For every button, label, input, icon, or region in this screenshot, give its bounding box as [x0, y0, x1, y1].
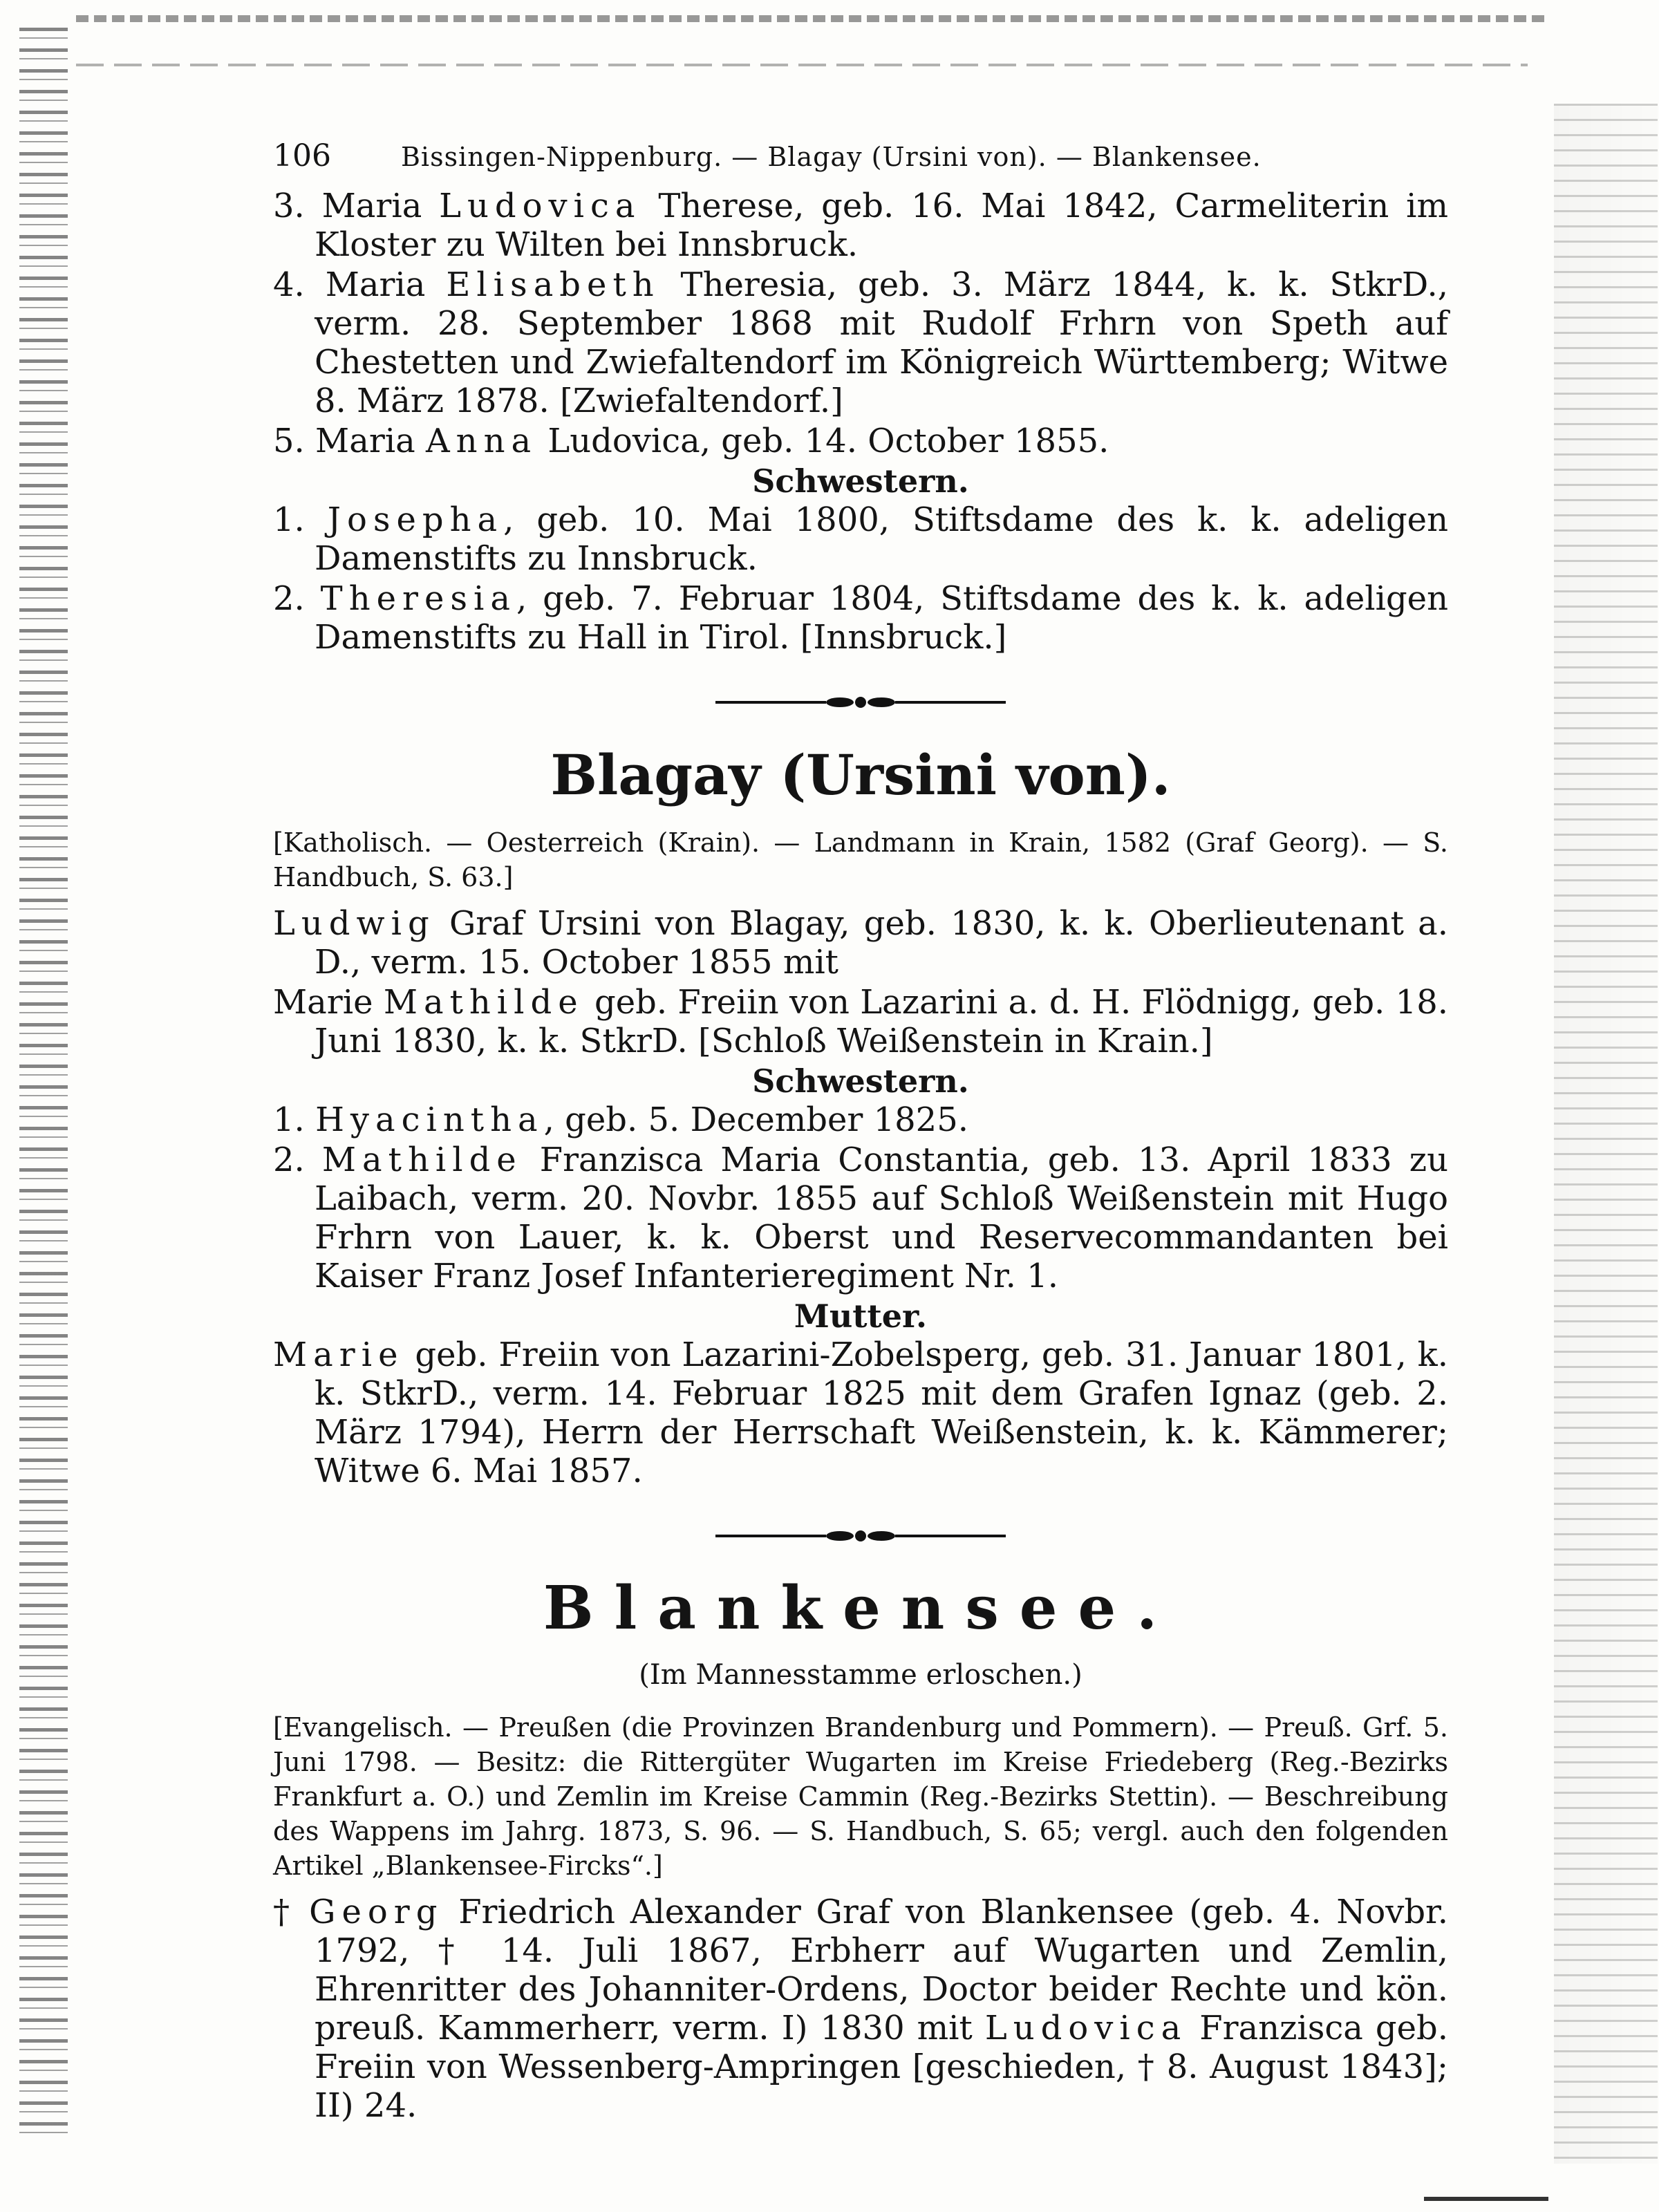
entry-mathilde: 2. Mathilde Franzisca Maria Constantia, geb. 13. April 1833 zu Laibach, verm. 20. Novbr. 1855 auf Schloß Weißenstein mit Hugo Frhrn von Lauer, k. k. Oberst und Reservecommandanten bei Kaiser Franz Josef Infanterieregiment Nr. 1. — [273, 1141, 1448, 1295]
entry-theresia: 2. Theresia, geb. 7. Februar 1804, Stiftsdame des k. k. adeligen Damenstifts zu Hall in Tirol. [Innsbruck.] — [273, 579, 1448, 657]
mother-heading: Mutter. — [794, 1297, 928, 1335]
blagay-sisters-heading: Schwestern. — [752, 1062, 969, 1100]
adjacent-page-bleed — [1554, 104, 1658, 2164]
entry-josepha: 1. Josepha, geb. 10. Mai 1800, Stiftsdame des k. k. adeligen Damenstifts zu Innsbruck. — [273, 500, 1448, 578]
blagay-info: [Katholisch. — Oesterreich (Krain). — Landmann in Krain, 1582 (Graf Georg). — S. Handbuch, S. 63.] — [273, 827, 1448, 892]
divider-ornament — [715, 688, 1006, 716]
entry-georg-friedrich: † Georg Friedrich Alexander Graf von Blankensee (geb. 4. Novbr. 1792, † 14. Juli 1867, Erbherr auf Wugarten und Zemlin, Ehrenritter des Johanniter-Ordens, Doctor beider Rechte und kön. preuß. Kammerherr, verm. I) 1830 mit Ludovica Franzisca geb. Freiin von Wessenberg-Ampringen [geschieden, † 8. August 1843]; II) 24. — [273, 1893, 1449, 2125]
entry-mother-marie: Marie geb. Freiin von Lazarini-Zobelsperg, geb. 31. Januar 1801, k. k. StkrD., verm. 14. Februar 1825 mit dem Grafen Ignaz (geb. 2. März 1794), Herrn der Herrschaft Weißenstein, k. k. Kämmerer; Witwe 6. Mai 1857. — [273, 1335, 1448, 1490]
blankensee-info: [Evangelisch. — Preußen (die Provinzen Brandenburg und Pommern). — Preuß. Grf. 5. Juni 1798. — Besitz: die Rittergüter Wugarten im Kreise Friedeberg (Reg.-Bezirks Frankfurt a. O.) und Zemlin im Kreise Cammin (Reg.-Bezirks Stettin). — Beschreibung des Wappens im Jahrg. 1873, S. 96. — S. Handbuch, S. 65; vergl. auch den folgenden Artikel „Blankensee-Fircks“.] — [273, 1712, 1448, 1881]
scan-binding-edge — [19, 28, 68, 2143]
entry-marie-mathilde: Marie Mathilde geb. Freiin von Lazarini a. d. H. Flödnigg, geb. 18. Juni 1830, k. k. StkrD. [Schloß Weißenstein in Krain.] — [273, 983, 1448, 1060]
page-number: 106 — [273, 138, 331, 174]
sisters-heading: Schwestern. — [752, 462, 969, 500]
running-title: Bissingen-Nippenburg. — Blagay (Ursini von). — Blankensee. — [401, 142, 1262, 172]
blankensee-subtitle: (Im Mannesstamme erloschen.) — [639, 1659, 1082, 1691]
entry-ludwig: Ludwig Graf Ursini von Blagay, geb. 1830, k. k. Oberlieutenant a. D., verm. 15. October 1855 mit — [273, 904, 1448, 982]
entry-hyacintha: 1. Hyacintha, geb. 5. December 1825. — [273, 1100, 969, 1139]
blagay-title: Blagay (Ursini von). — [550, 742, 1171, 807]
page-header — [273, 138, 1448, 187]
entry-maria-ludovica: 3. Maria Ludovica Therese, geb. 16. Mai 1842, Carmeliterin im Kloster zu Wilten bei Innsbruck. — [273, 187, 1448, 264]
scan-top-edge — [76, 15, 1548, 22]
entry-maria-elisabeth: 4. Maria Elisabeth Theresia, geb. 3. März 1844, k. k. StkrD., verm. 28. September 1868 mit Rudolf Frhrn von Speth auf Chestetten und Zwiefaltendorf im Königreich Württemberg; Witwe 8. März 1878. [Zwiefaltendorf.] — [273, 265, 1448, 420]
page-content — [273, 138, 1448, 2126]
scan-bottom-rule — [1424, 2197, 1548, 2201]
scan-top-rule — [76, 64, 1528, 66]
divider-ornament — [715, 1522, 1006, 1550]
blankensee-title: Blankensee. — [543, 1573, 1179, 1643]
entry-maria-anna: 5. Maria Anna Ludovica, geb. 14. October 1855. — [273, 422, 1109, 460]
